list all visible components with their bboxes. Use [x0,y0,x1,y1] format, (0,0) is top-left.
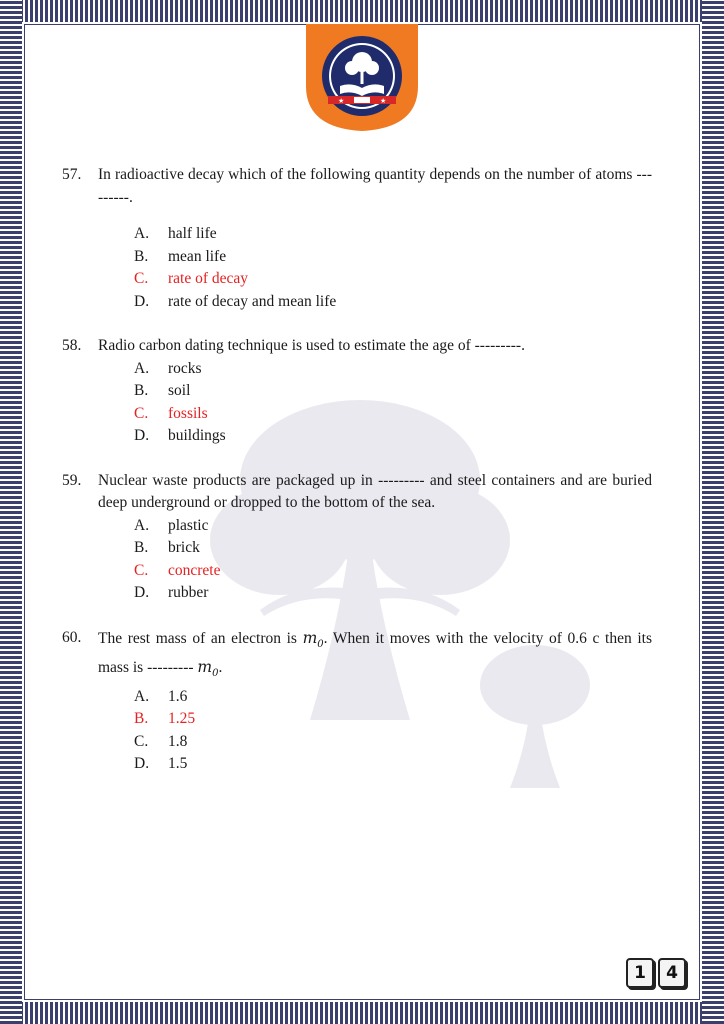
question-number: 58. [62,337,82,354]
question-58 [62,335,652,448]
option-d: D. rubber [134,584,209,601]
question-text: The rest mass of an electron is $m_0$. When it moves with the velocity of 0.6 c then its mass is --------- $m_0$. [98,628,652,680]
question-number: 57. [62,166,82,183]
option-c-correct: C. fossils [134,404,208,422]
option-c-correct: C. concrete [134,561,221,579]
page-number [626,958,686,988]
question-number: 60. [62,628,82,646]
rest-mass-symbol: $m_0$ [302,628,324,650]
page-border-top [0,0,724,22]
option-a: A. 1.6 [134,687,188,705]
option-b: B. brick [134,539,200,556]
question-text: In radioactive decay which of the following quantity depends on the number of atoms ---------. [98,166,652,206]
option-a: A. half life [134,225,217,242]
option-b-correct: B. 1.25 [134,710,196,728]
option-d: D. 1.5 [134,755,188,773]
svg-text:★: ★ [380,97,387,105]
question-57 [62,164,652,313]
question-number: 59. [62,471,82,489]
question-text: Nuclear waste products are packaged up in --------- and steel containers and are buried deep underground or dropped to the bottom of the sea. [98,471,652,511]
page-border-left [0,0,22,1024]
option-d: D. rate of decay and mean life [134,292,337,310]
option-d: D. buildings [134,427,226,444]
option-b: B. mean life [134,247,227,265]
option-a: A. rocks [134,359,202,377]
page-number-digit: 4 [658,958,686,988]
page-border-right [702,0,724,1024]
question-text: Radio carbon dating technique is used to estimate the age of ---------. [98,337,525,354]
question-list [62,164,652,776]
option-c: C. 1.8 [134,732,188,750]
question-59 [62,470,652,605]
option-b: B. soil [134,382,191,399]
page-number-digit: 1 [626,958,654,988]
question-60 [62,627,652,776]
option-c-correct: C. rate of decay [134,270,249,287]
school-logo [304,24,420,132]
rest-mass-symbol: $m_0$ [197,658,219,680]
page-border-bottom [0,1002,724,1024]
option-a: A. plastic [134,516,209,534]
svg-text:★: ★ [338,97,345,105]
